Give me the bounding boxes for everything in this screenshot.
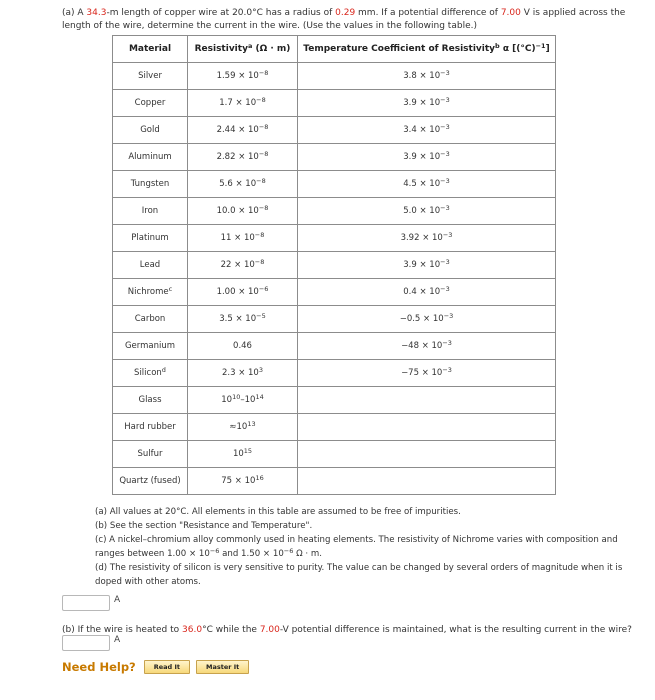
table-row bbox=[113, 414, 556, 441]
header-temp-coefficient bbox=[298, 36, 556, 63]
table-row bbox=[113, 252, 556, 279]
resistivity-base: 2.82 × 10 bbox=[216, 152, 259, 162]
temp-coefficient-base: 4.5 × 10 bbox=[403, 179, 441, 189]
cell-material bbox=[113, 63, 188, 90]
footnote-c-text-2: and 1.50 × 10 bbox=[219, 549, 284, 559]
problem-a-text-3: mm. If a potential difference of bbox=[355, 8, 501, 18]
resistivity-exponent: −6 bbox=[258, 285, 269, 293]
temp-coefficient-base: −48 × 10 bbox=[401, 341, 443, 351]
cell-material bbox=[113, 360, 188, 387]
read-it-button[interactable]: Read It bbox=[144, 660, 190, 674]
cell-temp-coefficient bbox=[298, 279, 556, 306]
material-name: Lead bbox=[139, 260, 161, 270]
cell-material bbox=[113, 414, 188, 441]
footnote-b: (b) See the section "Resistance and Temperature". bbox=[95, 521, 313, 531]
material-name: Nichrome bbox=[127, 287, 169, 297]
resistivity-base: 1.59 × 10 bbox=[216, 71, 259, 81]
cell-material bbox=[113, 198, 188, 225]
resistivity-exponent: 13 bbox=[247, 420, 256, 428]
resistivity-exponent: 3 bbox=[258, 366, 263, 374]
temp-coefficient-base: 3.4 × 10 bbox=[403, 125, 441, 135]
cell-material bbox=[113, 279, 188, 306]
footnote-c bbox=[95, 533, 640, 561]
temp-coefficient-base: 3.8 × 10 bbox=[403, 71, 441, 81]
temp-coefficient-exponent: −3 bbox=[440, 150, 450, 158]
cell-resistivity bbox=[188, 333, 298, 360]
voltage-value: 7.00 bbox=[500, 8, 521, 18]
table-row bbox=[113, 333, 556, 360]
material-name: Quartz (fused) bbox=[119, 476, 181, 486]
resistivity-exponent: −8 bbox=[256, 96, 266, 104]
temp-coefficient-exponent: −3 bbox=[440, 69, 450, 77]
cell-resistivity bbox=[188, 171, 298, 198]
resistivity-base: 2.3 × 10 bbox=[221, 368, 259, 378]
radius-value: 0.29 bbox=[335, 8, 356, 18]
cell-resistivity bbox=[188, 468, 298, 495]
temp-coefficient-exponent: −3 bbox=[440, 123, 450, 131]
footnote-c-exp-1: −6 bbox=[209, 547, 220, 555]
resistivity-base: 2.44 × 10 bbox=[216, 125, 259, 135]
temperature-value: 36.0 bbox=[182, 625, 203, 635]
cell-temp-coefficient bbox=[298, 90, 556, 117]
cell-material bbox=[113, 90, 188, 117]
temp-coefficient-exponent: −3 bbox=[442, 366, 452, 374]
resistivity-exponent: −8 bbox=[254, 231, 265, 239]
table-row bbox=[113, 144, 556, 171]
cell-material bbox=[113, 333, 188, 360]
resistivity-exponent: 16 bbox=[255, 474, 264, 482]
cell-material bbox=[113, 306, 188, 333]
temp-coefficient-base: 3.9 × 10 bbox=[403, 260, 441, 270]
problem-b-text-1: (b) If the wire is heated to bbox=[62, 625, 183, 635]
resistivity-exponent: −8 bbox=[254, 258, 265, 266]
problem-b-text-2: °C while the bbox=[202, 625, 260, 635]
resistivity-exponent: −8 bbox=[258, 123, 269, 131]
resistivity-base: 1.00 × 10 bbox=[216, 287, 259, 297]
table-row bbox=[113, 387, 556, 414]
header-resistivity-footnote: a bbox=[247, 42, 253, 50]
resistivity-base: 3.5 × 10 bbox=[219, 314, 257, 324]
table-row bbox=[113, 90, 556, 117]
material-name: Tungsten bbox=[130, 179, 170, 189]
cell-temp-coefficient bbox=[298, 117, 556, 144]
resistivity-table bbox=[112, 35, 556, 495]
cell-resistivity bbox=[188, 117, 298, 144]
answer-b-row bbox=[62, 635, 120, 651]
resistivity-base: ≈10 bbox=[229, 422, 248, 432]
cell-temp-coefficient bbox=[298, 306, 556, 333]
footnotes bbox=[95, 505, 640, 589]
problem-b-text bbox=[62, 624, 642, 637]
problem-a-text bbox=[62, 7, 642, 33]
help-row bbox=[62, 660, 255, 674]
resistivity-base: 1.7 × 10 bbox=[219, 98, 257, 108]
problem-a-text-4: V is applied across the length of the wire, determine the current in the wire. (Use the values in the following table.) bbox=[62, 8, 626, 31]
header-material: Material bbox=[113, 36, 188, 63]
cell-material bbox=[113, 387, 188, 414]
temp-coefficient-base: 0.4 × 10 bbox=[403, 287, 441, 297]
temp-coefficient-base: 3.92 × 10 bbox=[400, 233, 443, 243]
cell-temp-coefficient bbox=[298, 144, 556, 171]
footnote-c-text-1: (c) A nickel–chromium alloy commonly used in heating elements. The resistivity of Nichrome varies with composition and ranges between 1.00 × 10 bbox=[95, 535, 618, 559]
cell-temp-coefficient bbox=[298, 360, 556, 387]
resistivity-base: 75 × 10 bbox=[221, 476, 256, 486]
material-name: Carbon bbox=[134, 314, 166, 324]
temp-coefficient-exponent: −3 bbox=[442, 231, 453, 239]
table-row bbox=[113, 441, 556, 468]
material-name: Aluminum bbox=[128, 152, 172, 162]
problem-b-text-3: -V potential difference is maintained, what is the resulting current in the wire? bbox=[279, 625, 632, 635]
cell-resistivity bbox=[188, 252, 298, 279]
header-temp-unit: α [(°C) bbox=[499, 44, 536, 54]
resistivity-base: 10 bbox=[221, 395, 233, 405]
length-value: 34.3 bbox=[86, 8, 107, 18]
table-row bbox=[113, 306, 556, 333]
header-resistivity-unit: (Ω · m) bbox=[252, 44, 291, 54]
cell-resistivity bbox=[188, 90, 298, 117]
table-row bbox=[113, 63, 556, 90]
resistivity-base: 10.0 × 10 bbox=[216, 206, 259, 216]
table-header-row bbox=[113, 36, 556, 63]
header-resistivity bbox=[188, 36, 298, 63]
temp-coefficient-exponent: −3 bbox=[440, 177, 450, 185]
resistivity-exponent: −8 bbox=[258, 150, 269, 158]
cell-resistivity bbox=[188, 306, 298, 333]
cell-material bbox=[113, 468, 188, 495]
cell-resistivity bbox=[188, 63, 298, 90]
resistivity-base: 5.6 × 10 bbox=[219, 179, 257, 189]
temp-coefficient-base: −75 × 10 bbox=[401, 368, 443, 378]
problem-a-text-1: (a) A bbox=[62, 8, 87, 18]
resistivity-exponent-2: 14 bbox=[255, 393, 264, 401]
cell-temp-coefficient bbox=[298, 414, 556, 441]
cell-temp-coefficient bbox=[298, 225, 556, 252]
temp-coefficient-base: 5.0 × 10 bbox=[403, 206, 441, 216]
voltage-b-value: 7.00 bbox=[259, 625, 280, 635]
resistivity-exponent: 10 bbox=[232, 393, 241, 401]
material-name: Germanium bbox=[124, 341, 176, 351]
cell-temp-coefficient bbox=[298, 333, 556, 360]
footnote-d: (d) The resistivity of silicon is very sensitive to purity. The value can be changed by several orders of magnitude when it is doped with other atoms. bbox=[95, 563, 623, 587]
resistivity-base: 11 × 10 bbox=[220, 233, 255, 243]
resistivity-exponent: −8 bbox=[258, 204, 269, 212]
table-row bbox=[113, 117, 556, 144]
cell-resistivity bbox=[188, 414, 298, 441]
need-help-label: Need Help? bbox=[62, 660, 136, 674]
temp-coefficient-exponent: −3 bbox=[443, 312, 454, 320]
cell-resistivity bbox=[188, 387, 298, 414]
resistivity-exponent: −8 bbox=[258, 69, 269, 77]
material-name: Gold bbox=[140, 125, 160, 135]
answer-a-unit: A bbox=[114, 595, 121, 605]
cell-temp-coefficient bbox=[298, 441, 556, 468]
temp-coefficient-exponent: −3 bbox=[440, 204, 450, 212]
cell-temp-coefficient bbox=[298, 198, 556, 225]
material-name: Iron bbox=[141, 206, 159, 216]
cell-material bbox=[113, 252, 188, 279]
cell-temp-coefficient bbox=[298, 468, 556, 495]
table-row bbox=[113, 198, 556, 225]
table-row bbox=[113, 171, 556, 198]
table-row bbox=[113, 360, 556, 387]
cell-temp-coefficient bbox=[298, 252, 556, 279]
answer-a-row bbox=[62, 595, 120, 611]
temp-coefficient-exponent: −3 bbox=[442, 339, 452, 347]
material-name: Hard rubber bbox=[124, 422, 176, 432]
cell-temp-coefficient bbox=[298, 387, 556, 414]
cell-resistivity bbox=[188, 225, 298, 252]
cell-material bbox=[113, 171, 188, 198]
master-it-button[interactable]: Master It bbox=[196, 660, 249, 674]
temp-coefficient-exponent: −3 bbox=[440, 258, 450, 266]
answer-b-unit: A bbox=[114, 635, 121, 645]
resistivity-base: 10 bbox=[232, 449, 244, 459]
table-row bbox=[113, 279, 556, 306]
header-temp-unit-end: ] bbox=[545, 44, 550, 54]
material-footnote: d bbox=[161, 366, 166, 374]
table-row bbox=[113, 225, 556, 252]
resistivity-base: 0.46 bbox=[233, 341, 252, 351]
temp-coefficient-exponent: −3 bbox=[440, 96, 450, 104]
answer-b-input[interactable] bbox=[62, 635, 110, 651]
header-resistivity-label: Resistivity bbox=[194, 44, 248, 54]
header-temp-footnote: b bbox=[495, 42, 500, 50]
cell-resistivity bbox=[188, 441, 298, 468]
cell-temp-coefficient bbox=[298, 63, 556, 90]
table-body bbox=[113, 63, 556, 495]
answer-a-input[interactable] bbox=[62, 595, 110, 611]
cell-material bbox=[113, 225, 188, 252]
material-name: Glass bbox=[138, 395, 162, 405]
material-name: Copper bbox=[134, 98, 166, 108]
material-name: Silver bbox=[138, 71, 162, 81]
table-row bbox=[113, 468, 556, 495]
footnote-c-text-3: Ω · m. bbox=[293, 549, 322, 559]
temp-coefficient-base: 3.9 × 10 bbox=[403, 152, 441, 162]
footnote-c-exp-2: −6 bbox=[283, 547, 294, 555]
material-name: Silicon bbox=[134, 368, 162, 378]
resistivity-exponent: 15 bbox=[243, 447, 253, 455]
cell-material bbox=[113, 117, 188, 144]
cell-resistivity bbox=[188, 279, 298, 306]
temp-coefficient-exponent: −3 bbox=[440, 285, 450, 293]
header-temp-label: Temperature Coefficient of Resistivity bbox=[303, 44, 496, 54]
cell-temp-coefficient bbox=[298, 171, 556, 198]
temp-coefficient-base: 3.9 × 10 bbox=[403, 98, 441, 108]
cell-material bbox=[113, 144, 188, 171]
resistivity-exponent: −5 bbox=[256, 312, 266, 320]
problem-a-text-2: -m length of copper wire at 20.0°C has a radius of bbox=[106, 8, 336, 18]
cell-resistivity bbox=[188, 144, 298, 171]
header-temp-unit-exp: −1 bbox=[535, 42, 546, 50]
material-name: Platinum bbox=[131, 233, 169, 243]
temp-coefficient-base: −0.5 × 10 bbox=[399, 314, 444, 324]
material-name: Sulfur bbox=[137, 449, 163, 459]
resistivity-exponent: −8 bbox=[256, 177, 266, 185]
resistivity-range-sep: –10 bbox=[240, 395, 256, 405]
resistivity-base: 22 × 10 bbox=[220, 260, 255, 270]
cell-resistivity bbox=[188, 198, 298, 225]
cell-material bbox=[113, 441, 188, 468]
material-footnote: c bbox=[168, 285, 173, 293]
footnote-a: (a) All values at 20°C. All elements in this table are assumed to be free of impurities. bbox=[95, 507, 461, 517]
cell-resistivity bbox=[188, 360, 298, 387]
